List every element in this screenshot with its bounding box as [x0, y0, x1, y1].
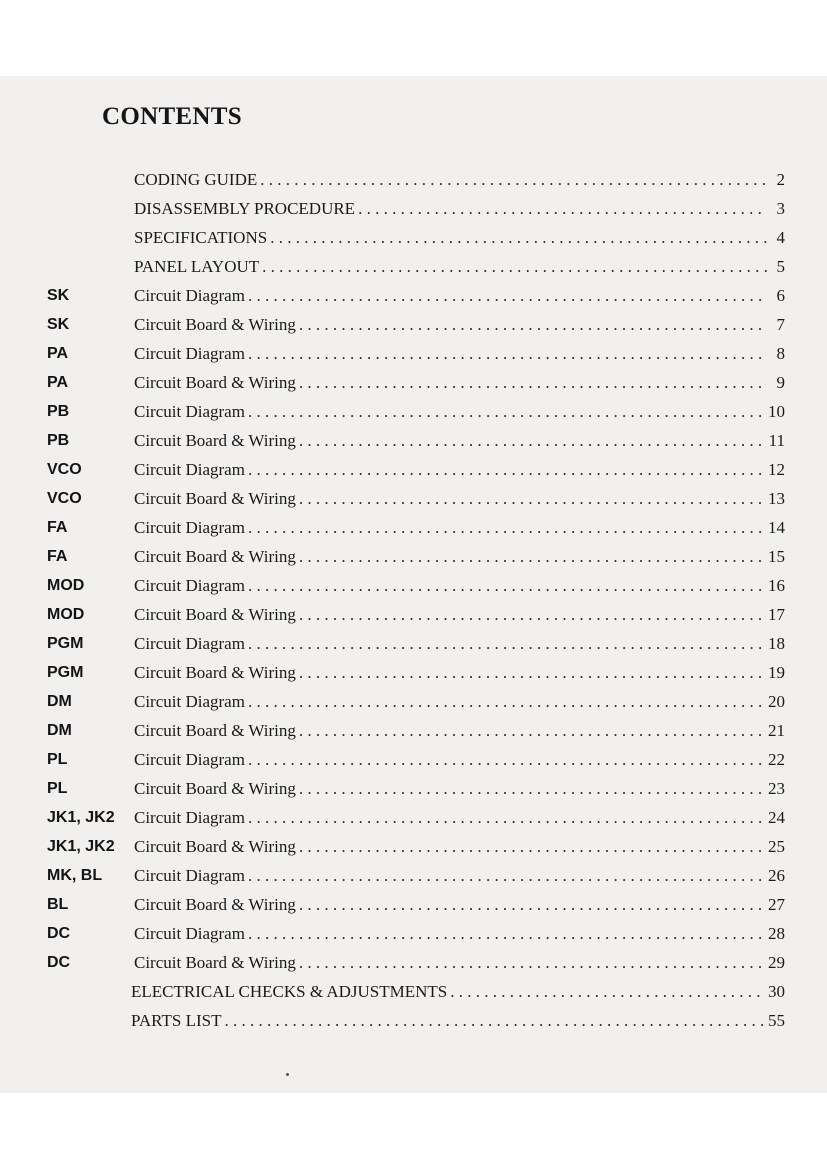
- dot-leader: [299, 429, 765, 453]
- toc-entry: [134, 864, 785, 888]
- entry-label: Circuit Board & Wiring: [134, 953, 296, 972]
- entry-label: Circuit Diagram: [134, 402, 245, 421]
- toc-entry: [134, 284, 785, 308]
- section-code: SK: [47, 287, 70, 304]
- dot-leader: [248, 864, 764, 888]
- page-number: 19: [768, 663, 785, 682]
- dot-leader: [248, 806, 764, 830]
- page-number: 14: [768, 518, 785, 537]
- toc-row[interactable]: [0, 197, 827, 226]
- toc-entry: [134, 226, 785, 250]
- page-number: 21: [768, 721, 785, 740]
- dot-leader: [260, 168, 767, 192]
- dot-leader: [262, 255, 767, 279]
- dot-leader: [299, 371, 767, 395]
- toc-entry: [134, 574, 785, 598]
- toc-entry: [134, 719, 785, 743]
- page-number: 13: [768, 489, 785, 508]
- dot-leader: [224, 1009, 764, 1033]
- section-code: PL: [47, 780, 68, 797]
- toc-row[interactable]: [0, 226, 827, 255]
- section-code: VCO: [47, 490, 82, 507]
- section-code: JK1, JK2: [47, 838, 115, 855]
- toc-row[interactable]: [0, 632, 827, 661]
- toc-row[interactable]: [0, 313, 827, 342]
- section-code: PA: [47, 374, 69, 391]
- entry-label: Circuit Board & Wiring: [134, 315, 296, 334]
- page-number: 30: [768, 982, 785, 1001]
- section-code: BL: [47, 896, 69, 913]
- toc-entry: [134, 777, 785, 801]
- toc-row[interactable]: [0, 922, 827, 951]
- toc-entry: [134, 893, 785, 917]
- page-number: 28: [768, 924, 785, 943]
- scan-speck: [286, 1073, 289, 1076]
- page-number: 10: [768, 402, 785, 421]
- toc-entry: [134, 835, 785, 859]
- toc-row[interactable]: [0, 545, 827, 574]
- toc-row[interactable]: [0, 777, 827, 806]
- dot-leader: [299, 951, 764, 975]
- dot-leader: [299, 777, 764, 801]
- entry-label: ELECTRICAL CHECKS & ADJUSTMENTS: [131, 982, 448, 1001]
- toc-entry: [134, 632, 785, 656]
- section-code: PGM: [47, 664, 84, 681]
- entry-label: Circuit Diagram: [134, 924, 245, 943]
- section-code: MOD: [47, 606, 85, 623]
- toc-row[interactable]: [0, 574, 827, 603]
- section-code: SK: [47, 316, 70, 333]
- toc-row[interactable]: [0, 661, 827, 690]
- page-number: 2: [776, 170, 785, 189]
- entry-label: Circuit Board & Wiring: [134, 373, 296, 392]
- dot-leader: [299, 313, 767, 337]
- page-number: 22: [768, 750, 785, 769]
- entry-label: CODING GUIDE: [134, 170, 258, 189]
- toc-entry: [134, 545, 785, 569]
- toc-row[interactable]: [0, 719, 827, 748]
- toc-row[interactable]: [0, 835, 827, 864]
- section-code: DC: [47, 954, 71, 971]
- dot-leader: [248, 458, 764, 482]
- section-code: DM: [47, 693, 72, 710]
- page-title: CONTENTS: [102, 103, 242, 130]
- dot-leader: [450, 980, 764, 1004]
- dot-leader: [299, 545, 764, 569]
- entry-label: Circuit Board & Wiring: [134, 837, 296, 856]
- toc-row[interactable]: [0, 458, 827, 487]
- dot-leader: [299, 661, 764, 685]
- toc-row[interactable]: [0, 980, 827, 1009]
- page-number: 18: [768, 634, 785, 653]
- page-number: 7: [776, 315, 785, 334]
- section-code: FA: [47, 519, 68, 536]
- page-number: 55: [768, 1011, 785, 1030]
- toc-row[interactable]: [0, 603, 827, 632]
- page-number: 24: [768, 808, 785, 827]
- entry-label: SPECIFICATIONS: [134, 228, 268, 247]
- toc-entry: [134, 197, 785, 221]
- dot-leader: [248, 400, 764, 424]
- section-code: FA: [47, 548, 68, 565]
- entry-label: Circuit Board & Wiring: [134, 605, 296, 624]
- page-number: 4: [776, 228, 785, 247]
- table-of-contents: [0, 168, 827, 1038]
- toc-row[interactable]: [0, 168, 827, 197]
- toc-row[interactable]: [0, 371, 827, 400]
- page-number: 5: [776, 257, 785, 276]
- toc-entry: [134, 168, 785, 192]
- toc-entry: [134, 313, 785, 337]
- toc-row[interactable]: [0, 284, 827, 313]
- toc-row[interactable]: [0, 1009, 827, 1038]
- entry-label: Circuit Board & Wiring: [134, 431, 296, 450]
- toc-entry: [131, 980, 785, 1004]
- page-number: 29: [768, 953, 785, 972]
- page-number: 20: [768, 692, 785, 711]
- dot-leader: [248, 284, 767, 308]
- toc-entry: [134, 458, 785, 482]
- toc-entry: [134, 429, 785, 453]
- toc-row[interactable]: [0, 864, 827, 893]
- toc-row[interactable]: [0, 951, 827, 980]
- entry-label: Circuit Diagram: [134, 692, 245, 711]
- page-number: 25: [768, 837, 785, 856]
- entry-label: Circuit Diagram: [134, 866, 245, 885]
- entry-label: Circuit Diagram: [134, 518, 245, 537]
- toc-entry: [134, 806, 785, 830]
- dot-leader: [299, 835, 764, 859]
- toc-row[interactable]: [0, 255, 827, 284]
- toc-row[interactable]: [0, 400, 827, 429]
- toc-row[interactable]: [0, 806, 827, 835]
- section-code: PL: [47, 751, 68, 768]
- entry-label: Circuit Board & Wiring: [134, 779, 296, 798]
- entry-label: Circuit Diagram: [134, 344, 245, 363]
- section-code: JK1, JK2: [47, 809, 115, 826]
- toc-entry: [134, 603, 785, 627]
- page-number: 8: [776, 344, 785, 363]
- page-number: 27: [768, 895, 785, 914]
- toc-entry: [134, 516, 785, 540]
- section-code: PGM: [47, 635, 84, 652]
- dot-leader: [248, 922, 764, 946]
- toc-entry: [134, 748, 785, 772]
- dot-leader: [248, 342, 767, 366]
- page-number: 16: [768, 576, 785, 595]
- dot-leader: [248, 574, 764, 598]
- page-number: 12: [768, 460, 785, 479]
- page-number: 23: [768, 779, 785, 798]
- page-number: 9: [776, 373, 785, 392]
- section-code: DM: [47, 722, 72, 739]
- toc-row[interactable]: [0, 342, 827, 371]
- dot-leader: [299, 719, 764, 743]
- entry-label: Circuit Diagram: [134, 634, 245, 653]
- section-code: MK, BL: [47, 867, 103, 884]
- page-number: 3: [776, 199, 785, 218]
- toc-entry: [134, 255, 785, 279]
- toc-entry: [134, 661, 785, 685]
- dot-leader: [248, 690, 764, 714]
- entry-label: Circuit Board & Wiring: [134, 721, 296, 740]
- page-number: 15: [768, 547, 785, 566]
- entry-label: Circuit Board & Wiring: [134, 895, 296, 914]
- entry-label: Circuit Diagram: [134, 286, 245, 305]
- toc-entry: [134, 690, 785, 714]
- section-code: PB: [47, 432, 70, 449]
- dot-leader: [248, 632, 764, 656]
- page-number: 11: [768, 431, 785, 450]
- page-number: 6: [776, 286, 785, 305]
- entry-label: PANEL LAYOUT: [134, 257, 260, 276]
- dot-leader: [270, 226, 767, 250]
- dot-leader: [248, 748, 764, 772]
- page-number: 26: [768, 866, 785, 885]
- toc-row[interactable]: [0, 516, 827, 545]
- toc-row[interactable]: [0, 429, 827, 458]
- dot-leader: [299, 487, 764, 511]
- entry-label: Circuit Board & Wiring: [134, 547, 296, 566]
- toc-entry: [134, 922, 785, 946]
- section-code: DC: [47, 925, 71, 942]
- toc-entry: [131, 1009, 785, 1033]
- dot-leader: [358, 197, 767, 221]
- dot-leader: [299, 603, 764, 627]
- entry-label: Circuit Board & Wiring: [134, 663, 296, 682]
- toc-entry: [134, 400, 785, 424]
- entry-label: Circuit Diagram: [134, 460, 245, 479]
- section-code: MOD: [47, 577, 85, 594]
- entry-label: PARTS LIST: [131, 1011, 222, 1030]
- toc-entry: [134, 487, 785, 511]
- section-code: PB: [47, 403, 70, 420]
- entry-label: Circuit Diagram: [134, 576, 245, 595]
- section-code: PA: [47, 345, 69, 362]
- dot-leader: [299, 893, 764, 917]
- toc-entry: [134, 371, 785, 395]
- section-code: VCO: [47, 461, 82, 478]
- toc-entry: [134, 951, 785, 975]
- entry-label: Circuit Diagram: [134, 808, 245, 827]
- entry-label: DISASSEMBLY PROCEDURE: [134, 199, 356, 218]
- entry-label: Circuit Diagram: [134, 750, 245, 769]
- toc-entry: [134, 342, 785, 366]
- entry-label: Circuit Board & Wiring: [134, 489, 296, 508]
- dot-leader: [248, 516, 764, 540]
- toc-row[interactable]: [0, 690, 827, 719]
- page-number: 17: [768, 605, 785, 624]
- toc-row[interactable]: [0, 487, 827, 516]
- toc-row[interactable]: [0, 748, 827, 777]
- toc-row[interactable]: [0, 893, 827, 922]
